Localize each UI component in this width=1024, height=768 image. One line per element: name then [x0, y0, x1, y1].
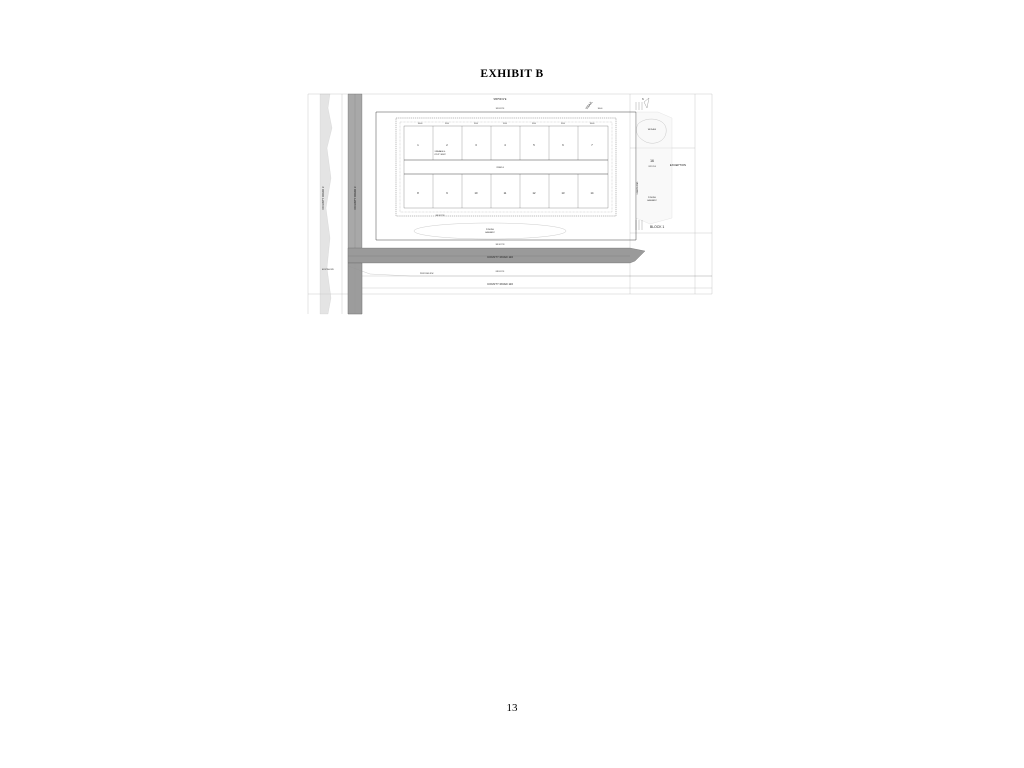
exception-label: EXCEPTION [669, 163, 687, 167]
existing-rw-note: EXISTING R/W [322, 269, 334, 271]
page-number: 13 [506, 702, 518, 714]
bearing-bottom-right: N89°50'21"E [495, 272, 505, 273]
dimension-label: 85.00 [474, 124, 478, 125]
lot-number: 14 [590, 192, 594, 195]
lot-number: 12 [532, 192, 536, 195]
drainage-note: DRAINAGE & [434, 151, 446, 153]
lot-number: 11 [503, 192, 507, 195]
lot-number: 2 [446, 144, 448, 147]
lot-number: 8 [417, 192, 419, 195]
trail-label: TRAIL [584, 100, 594, 111]
bearing-top-center: S89°50'21"E [493, 99, 507, 101]
bearing-top-left: S89°50'21"E [495, 109, 505, 110]
pond-easement-label2: EASEMENT [647, 200, 657, 202]
lot-number: 4 [504, 144, 506, 147]
road-label-cr116-lower: COUNTY ROAD 116 [487, 282, 513, 286]
dimension-label: 85.00 [532, 124, 536, 125]
dimension-label: 85.00 [503, 124, 507, 125]
dimension-label: 85.00 [445, 124, 449, 125]
lot-number: 10 [474, 192, 478, 195]
north-arrow-icon: N [642, 99, 644, 101]
street-label: STREET A [496, 168, 504, 169]
dimension-label: 100.00 [417, 124, 423, 125]
dimension-label: 100.00 [589, 124, 595, 125]
block-label: BLOCK 1 [650, 225, 665, 229]
proposed-rw-note: PROPOSED R/W [420, 273, 434, 275]
lot-number: 9 [446, 192, 448, 195]
road-label-county-road-3-left: COUNTY ROAD 3 [321, 186, 325, 210]
outlot-number: 16 [650, 159, 654, 163]
page-title: EXHIBIT B [480, 68, 544, 80]
plat-drawing [300, 88, 720, 320]
lot-number: 7 [591, 144, 593, 147]
wetland-label: WETLAND [647, 129, 657, 131]
drainage-note2: UTILITY ESMT [434, 154, 446, 156]
bearing-bottom-center: S89°50'21"W [495, 245, 505, 246]
outlot-sub-label: OUTLOT A [648, 167, 656, 168]
lot-number: 3 [475, 144, 477, 147]
bearing-bottom-left: S89°50'21"W [435, 216, 445, 217]
dimension-top-right: 300.00 [597, 109, 603, 110]
easement-label: EASEMENT [485, 232, 495, 234]
lot-number: 13 [561, 192, 565, 195]
east-road-label: HENNEPIN ROAD [638, 181, 639, 195]
road-label-cr3: COUNTY ROAD 3 [353, 186, 357, 210]
pond-easement-label: PONDING [648, 197, 656, 199]
lot-number: 1 [417, 144, 419, 147]
lot-number: 5 [533, 144, 535, 147]
dimension-label: 85.00 [561, 124, 565, 125]
ponding-label: PONDING [486, 229, 494, 231]
road-label-cr116: COUNTY ROAD 116 [487, 255, 513, 259]
lot-number: 6 [562, 144, 564, 147]
